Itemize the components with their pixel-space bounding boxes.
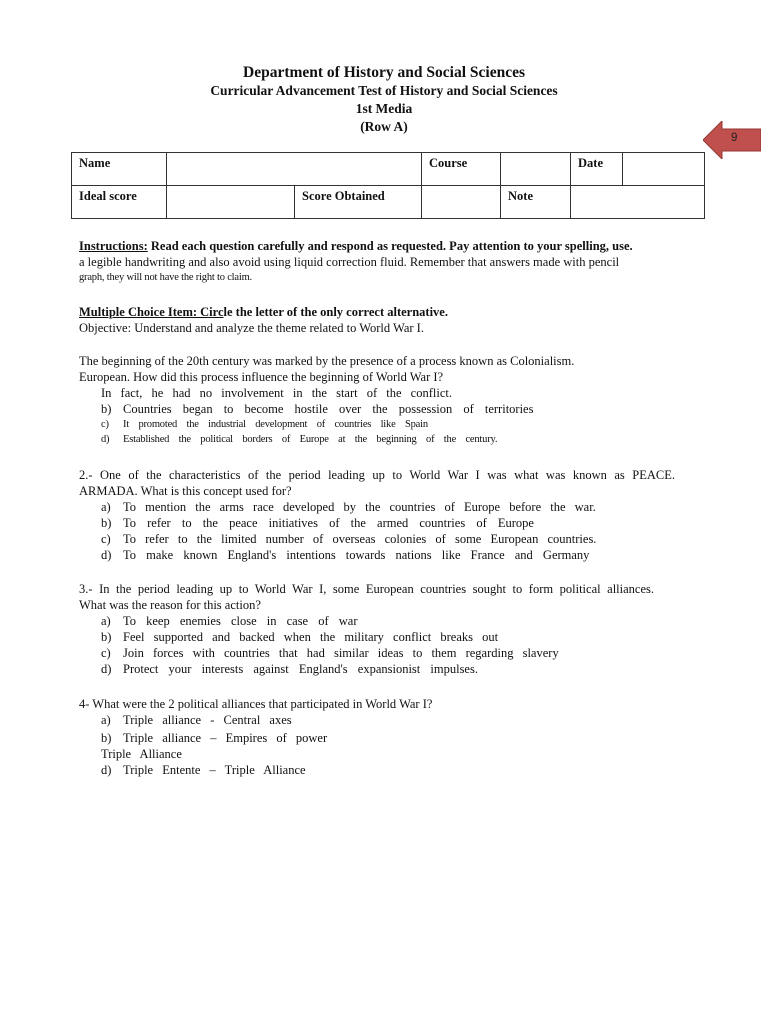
- option-letter: d): [101, 763, 112, 777]
- option-text: Triple alliance – Empires of power: [123, 731, 328, 745]
- option-text: Established the political borders of Europe at the beginning of the century.: [123, 434, 498, 445]
- option-text: To keep enemies close in case of war: [123, 614, 358, 628]
- option-text: Feel supported and backed when the military conflict breaks out: [123, 630, 499, 644]
- note-field[interactable]: [571, 186, 705, 219]
- q2-line2: ARMADA. What is this concept used for?: [79, 484, 292, 498]
- option-text: Countries began to become hostile over the possession of territories: [123, 402, 534, 416]
- date-label: Date: [571, 153, 623, 186]
- course-field[interactable]: [501, 153, 571, 186]
- instructions-line1: Read each question carefully and respond as requested. Pay attention to your spelling, use.: [147, 239, 633, 253]
- instructions-line2: a legible handwriting and also avoid using liquid correction fluid. Remember that answers made with pencil: [79, 255, 620, 269]
- ideal-score-label: Ideal score: [72, 186, 167, 219]
- page-number: 9: [731, 132, 738, 144]
- option-text: Join forces with countries that had similar ideas to them regarding slavery: [123, 646, 559, 660]
- score-obtained-label: Score Obtained: [295, 186, 422, 219]
- q1-option-c: [79, 417, 627, 432]
- department-title: Department of History and Social Sciences: [243, 64, 525, 81]
- name-field[interactable]: [167, 153, 422, 186]
- instructions-label: Instructions:: [79, 239, 148, 253]
- instructions-line3: graph, they will not have the right to claim.: [79, 272, 252, 283]
- row-label: (Row A): [360, 119, 408, 134]
- q2-option-a: [79, 499, 675, 515]
- multiple-choice-heading: [79, 304, 679, 336]
- q1-option-d: [79, 432, 627, 447]
- q4-option-c: Triple Alliance: [101, 747, 182, 761]
- option-letter: a): [101, 713, 111, 727]
- question-1: [79, 353, 627, 447]
- q4-option-d: [79, 762, 679, 778]
- ideal-score-field[interactable]: [167, 186, 295, 219]
- option-text: Triple alliance - Central axes: [123, 713, 292, 727]
- option-letter: b): [101, 516, 112, 530]
- table-row: [72, 153, 705, 186]
- option-text: Triple Entente – Triple Alliance: [123, 763, 306, 777]
- option-letter: c): [101, 532, 111, 546]
- date-field[interactable]: [623, 153, 705, 186]
- question-4: [79, 696, 679, 778]
- objective: Objective: Understand and analyze the theme related to World War I.: [79, 321, 424, 335]
- level-label: 1st Media: [355, 101, 413, 116]
- q2-option-b: [79, 515, 675, 531]
- q1-option-a: In fact, he had no involvement in the start of the conflict.: [101, 386, 452, 400]
- option-letter: a): [101, 614, 111, 628]
- test-title: Curricular Advancement Test of History and Social Sciences: [210, 83, 558, 98]
- option-letter: d): [101, 662, 112, 676]
- option-letter: d): [101, 434, 110, 445]
- option-letter: b): [101, 630, 112, 644]
- q3-option-d: [79, 661, 654, 677]
- option-letter: a): [101, 500, 111, 514]
- q3-option-c: [79, 645, 654, 661]
- option-text: To refer to the peace initiatives of the armed countries of Europe: [123, 516, 534, 530]
- option-letter: c): [101, 646, 111, 660]
- instructions: [79, 238, 684, 285]
- q1-line1: The beginning of the 20th century was marked by the presence of a process known as Colonialism.: [79, 354, 575, 368]
- option-letter: c): [101, 419, 109, 430]
- q4-line1: 4- What were the 2 political alliances that participated in World War I?: [79, 697, 433, 711]
- score-obtained-field[interactable]: [422, 186, 501, 219]
- question-2: [79, 467, 675, 563]
- q4-option-a: [79, 712, 679, 728]
- student-info-table: [71, 152, 705, 219]
- q1-option-b: [79, 401, 627, 417]
- q3-option-a: [79, 613, 654, 629]
- course-label: Course: [422, 153, 501, 186]
- q3-option-b: [79, 629, 654, 645]
- option-letter: b): [101, 731, 112, 745]
- question-3: [79, 581, 654, 677]
- option-text: To refer to the limited number of overseas colonies of some European countries.: [123, 532, 597, 546]
- q3-line2: What was the reason for this action?: [79, 598, 261, 612]
- option-letter: d): [101, 548, 112, 562]
- heading-rest: le the letter of the only correct alternative.: [223, 305, 448, 319]
- q1-line2: European. How did this process influence the beginning of World War I?: [79, 370, 444, 384]
- note-label: Note: [501, 186, 571, 219]
- option-text: It promoted the industrial development of countries like Spain: [123, 419, 428, 430]
- heading-underlined: Multiple Choice Item: Circ: [79, 305, 224, 319]
- q2-option-c: [79, 531, 675, 547]
- q2-line1: 2.- One of the characteristics of the period leading up to World War I was what was known as PEACE.: [79, 468, 675, 482]
- option-letter: b): [101, 402, 112, 416]
- q2-option-d: [79, 547, 675, 563]
- option-text: To mention the arms race developed by the countries of Europe before the war.: [123, 500, 596, 514]
- q3-line1: 3.- In the period leading up to World War I, some European countries sought to form political alliances.: [79, 582, 654, 596]
- option-text: Protect your interests against England's expansionist impulses.: [123, 662, 478, 676]
- table-row: [72, 186, 705, 219]
- name-label: Name: [72, 153, 167, 186]
- option-text: To make known England's intentions towards nations like France and Germany: [123, 548, 590, 562]
- q4-option-b: [79, 730, 679, 746]
